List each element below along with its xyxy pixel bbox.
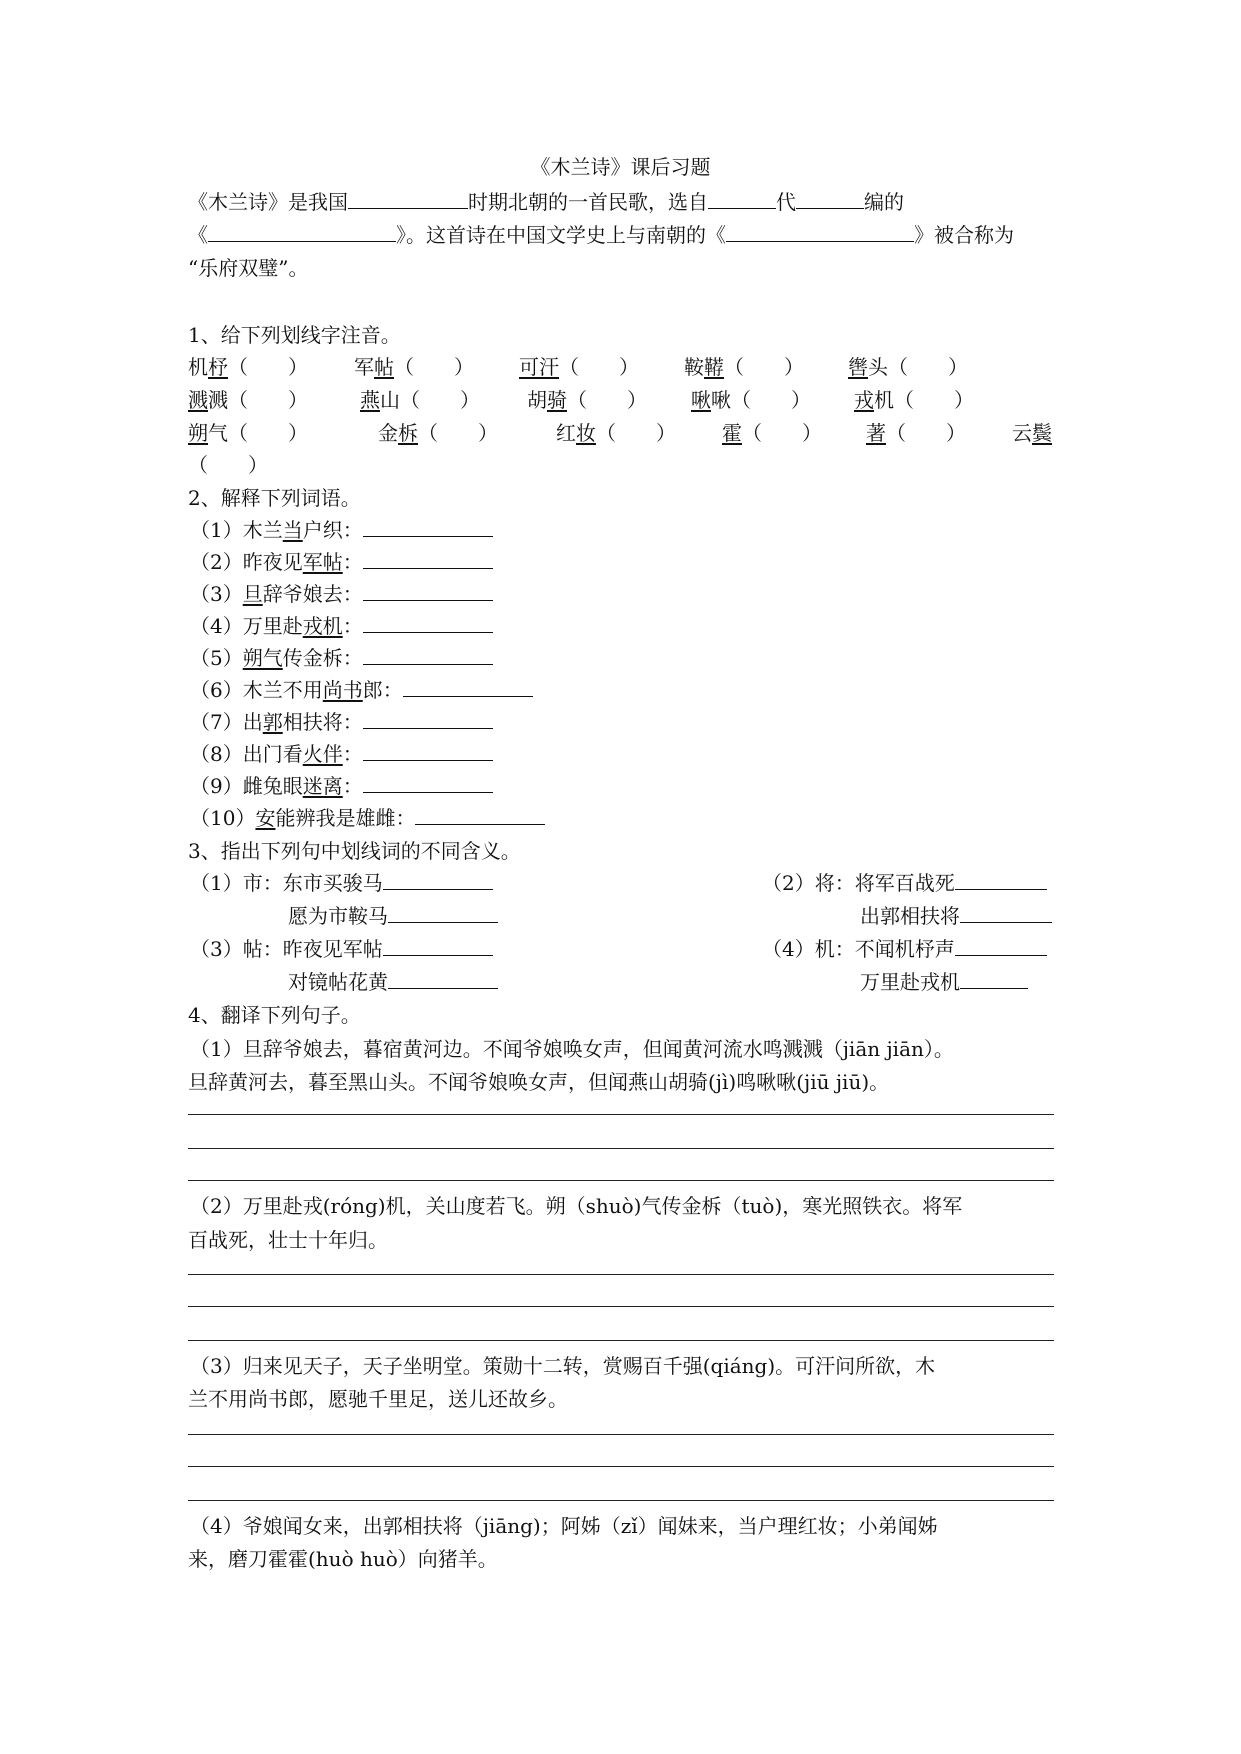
answer-blank[interactable] — [363, 646, 493, 665]
answer-blank[interactable] — [955, 937, 1047, 956]
q3-item: 愿为市鞍马 — [288, 903, 498, 929]
answer-line[interactable] — [188, 1180, 1054, 1181]
q3-item: 出郭相扶将 — [860, 903, 1052, 929]
q3-item: （1）市：东市买骏马 — [190, 870, 493, 896]
q2-item: （5）朔气传金柝： — [190, 645, 493, 671]
intro-text: 》。这首诗在中国文学史上与南朝的《 — [396, 223, 726, 247]
q2-item: （3）旦辞爷娘去： — [190, 581, 493, 607]
answer-blank[interactable] — [383, 937, 493, 956]
fill-blank[interactable] — [796, 190, 864, 209]
q3-item: 万里赴戎机 — [860, 969, 1028, 995]
answer-blank[interactable] — [363, 742, 493, 761]
q1-item: 机杼（ ） — [188, 355, 308, 379]
q1-item: 啾啾（ ） — [691, 388, 811, 412]
q4-sentence-4b: 来，磨刀霍霍(huò huò）向猪羊。 — [188, 1547, 498, 1571]
fill-blank[interactable] — [708, 190, 776, 209]
q1-item: 鞍鞯（ ） — [684, 355, 804, 379]
q1-item: 可汗（ ） — [519, 355, 639, 379]
answer-blank[interactable] — [388, 970, 498, 989]
answer-line[interactable] — [188, 1114, 1054, 1115]
q2-heading: 2、解释下列词语。 — [188, 486, 361, 510]
q3-item: （2）将：将军百战死 — [762, 870, 1047, 896]
q1-item: 燕山（ ） — [360, 388, 480, 412]
answer-line[interactable] — [188, 1148, 1054, 1149]
q2-item: （7）出郭相扶将： — [190, 709, 493, 735]
answer-blank[interactable] — [388, 904, 498, 923]
q3-item: （3）帖：昨夜见军帖 — [190, 936, 493, 962]
q1-item: 红妆（ ） — [556, 421, 676, 445]
q1-heading: 1、给下列划线字注音。 — [188, 323, 401, 347]
q4-sentence-3a: （3）归来见天子，天子坐明堂。策勋十二转，赏赐百千强(qiáng)。可汗问所欲，木 — [190, 1354, 936, 1378]
q4-sentence-2b: 百战死，壮士十年归。 — [188, 1228, 388, 1252]
fill-blank[interactable] — [726, 223, 914, 242]
answer-line[interactable] — [188, 1274, 1054, 1275]
q3-item: 对镜帖花黄 — [288, 969, 498, 995]
q4-heading: 4、翻译下列句子。 — [188, 1003, 361, 1027]
answer-blank[interactable] — [415, 806, 545, 825]
intro-text: 代 — [776, 190, 796, 214]
intro-text: 》被合称为 — [914, 223, 1014, 247]
answer-blank[interactable] — [363, 774, 493, 793]
q1-paren: （ ） — [188, 453, 268, 477]
q1-item: 戎机（ ） — [854, 388, 974, 412]
q2-item: （6）木兰不用尚书郎： — [190, 677, 533, 703]
intro-text: 《 — [188, 223, 208, 247]
answer-line[interactable] — [188, 1306, 1054, 1307]
answer-blank[interactable] — [403, 678, 533, 697]
answer-line[interactable] — [188, 1500, 1054, 1501]
answer-line[interactable] — [188, 1434, 1054, 1435]
answer-blank[interactable] — [363, 582, 493, 601]
page-title: 《木兰诗》课后习题 — [530, 155, 711, 179]
answer-blank[interactable] — [363, 710, 493, 729]
answer-blank[interactable] — [363, 614, 493, 633]
q4-sentence-1b: 旦辞黄河去，暮至黑山头。不闻爷娘唤女声，但闻燕山胡骑(jì)鸣啾啾(jiū jiū)。 — [188, 1070, 890, 1094]
q1-item: 著（ ） — [866, 421, 966, 445]
q3-heading: 3、指出下列句中划线词的不同含义。 — [188, 839, 521, 863]
q4-sentence-1a: （1）旦辞爷娘去，暮宿黄河边。不闻爷娘唤女声，但闻黄河流水鸣溅溅（jiān jiān）。 — [190, 1037, 954, 1061]
answer-blank[interactable] — [363, 518, 493, 537]
intro-text: 时期北朝的一首民歌，选自 — [468, 190, 708, 214]
answer-blank[interactable] — [955, 871, 1047, 890]
answer-line[interactable] — [188, 1466, 1054, 1467]
q1-item: 胡骑（ ） — [527, 388, 647, 412]
q1-item: 金柝（ ） — [378, 421, 498, 445]
q3-item: （4）机：不闻机杼声 — [762, 936, 1047, 962]
answer-blank[interactable] — [960, 970, 1028, 989]
q4-sentence-4a: （4）爷娘闻女来，出郭相扶将（jiāng)；阿姊（zǐ）闻妹来，当户理红妆；小弟闻姊 — [190, 1514, 938, 1538]
answer-line[interactable] — [188, 1340, 1054, 1341]
q1-item: 军帖（ ） — [354, 355, 474, 379]
q2-item: （2）昨夜见军帖： — [190, 549, 493, 575]
intro-text: 编的 — [864, 190, 904, 214]
q4-sentence-3b: 兰不用尚书郎，愿驰千里足，送儿还故乡。 — [188, 1387, 568, 1411]
q4-sentence-2a: （2）万里赴戎(róng)机，关山度若飞。朔（shuò)气传金柝（tuò)，寒光照铁衣。将军 — [190, 1194, 963, 1218]
q1-item: 朔气（ ） — [188, 421, 308, 445]
q1-item: 辔头（ ） — [848, 355, 968, 379]
q1-item: 溅溅（ ） — [188, 388, 308, 412]
q2-item: （4）万里赴戎机： — [190, 613, 493, 639]
q1-item: 霍（ ） — [722, 421, 822, 445]
intro-line-1 — [188, 189, 1054, 215]
q1-item: 云鬓 — [1012, 421, 1052, 445]
q2-item: （10）安能辨我是雄雌： — [190, 805, 545, 831]
intro-text: 《木兰诗》是我国 — [188, 190, 348, 214]
q2-item: （9）雌兔眼迷离： — [190, 773, 493, 799]
q2-item: （1）木兰当户织： — [190, 517, 493, 543]
intro-line-3: “乐府双璧”。 — [188, 256, 309, 280]
answer-blank[interactable] — [383, 871, 493, 890]
fill-blank[interactable] — [348, 190, 468, 209]
fill-blank[interactable] — [208, 223, 396, 242]
intro-line-2 — [188, 222, 1014, 248]
answer-blank[interactable] — [363, 550, 493, 569]
q2-item: （8）出门看火伴： — [190, 741, 493, 767]
answer-blank[interactable] — [960, 904, 1052, 923]
